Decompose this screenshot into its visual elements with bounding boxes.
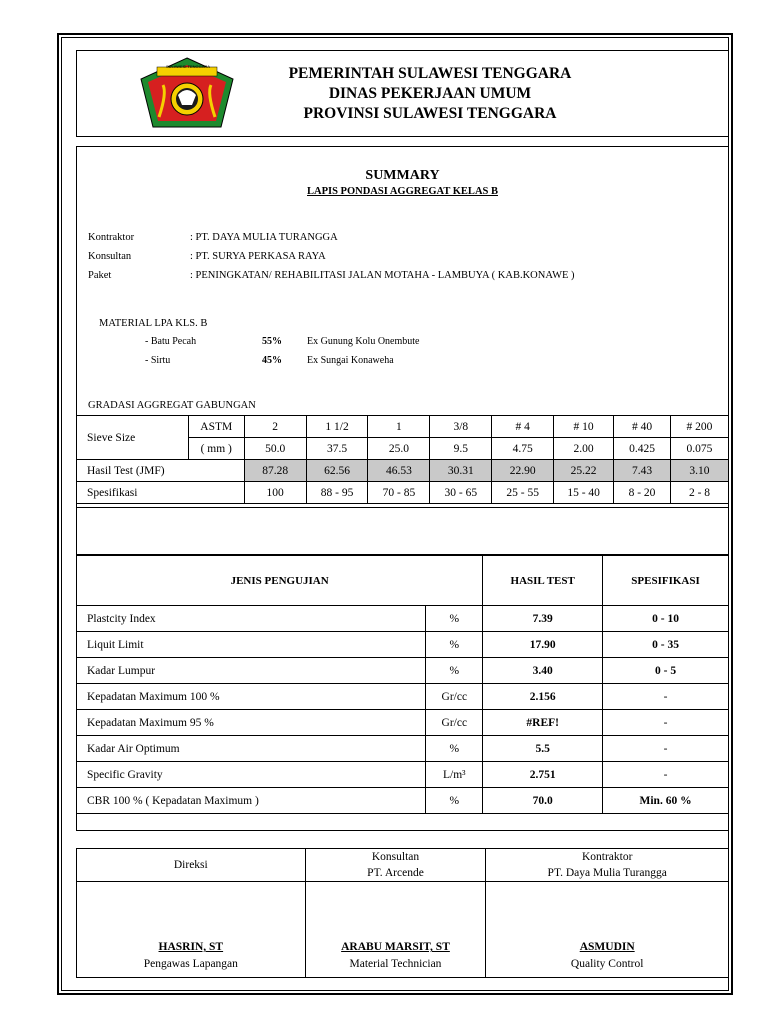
mm-cell: 4.75 [492,438,554,460]
test-spec: - [603,736,729,762]
spek-cell: 15 - 40 [554,482,614,504]
hasil-cell: 22.90 [492,460,554,482]
konsultan-role: Material Technician [349,958,442,970]
astm-cell: 3/8 [430,416,492,438]
test-unit: Gr/cc [426,684,483,710]
hasil-cell: 7.43 [614,460,671,482]
spek-cell: 88 - 95 [306,482,368,504]
hasil-cell: 25.22 [554,460,614,482]
test-name: Specific Gravity [77,762,426,788]
table-row [77,788,729,814]
direksi-name: HASRIN, ST [158,941,224,953]
test-name: Kadar Lumpur [77,658,426,684]
test-unit: Gr/cc [426,710,483,736]
test-result: 2.751 [483,762,603,788]
material-pct-2: 45% [262,355,282,366]
direksi-title: Direksi [173,859,208,871]
header-line-3: PROVINSI SULAWESI TENGGARA [303,105,557,122]
test-result: #REF! [483,710,603,736]
hasil-cell: 62.56 [306,460,368,482]
test-name: Kadar Air Optimum [77,736,426,762]
test-spec: 0 - 35 [603,632,729,658]
info-label-konsultan: Konsultan [88,251,132,262]
mm-cell: 0.075 [670,438,728,460]
gradasi-table [76,415,729,504]
spek-cell: 8 - 20 [614,482,671,504]
test-name: Kepadatan Maximum 100 % [77,684,426,710]
test-spec: 0 - 10 [603,606,729,632]
header-line-2: DINAS PEKERJAAN UMUM [328,85,532,102]
table-row [77,762,729,788]
direksi-sign-cell [77,882,306,978]
summary-title: SUMMARY [365,168,440,183]
konsultan-name: ARABU MARSIT, ST [341,941,450,953]
kontraktor-title: Kontraktor [581,851,633,863]
astm-cell: 2 [244,416,306,438]
header-jenis: JENIS PENGUJIAN [77,556,483,606]
tests-table [76,555,729,814]
test-unit: % [426,736,483,762]
table-row [77,416,729,438]
test-result: 7.39 [483,606,603,632]
konsultan-company: PT. Arcende [367,867,424,879]
material-name-2: - Sirtu [145,355,171,366]
test-spec: Min. 60 % [603,788,729,814]
test-result: 3.40 [483,658,603,684]
hasil-cell: 46.53 [368,460,430,482]
astm-cell: # 10 [554,416,614,438]
test-unit: % [426,606,483,632]
table-row [77,684,729,710]
material-source-1: Ex Gunung Kolu Onembute [307,336,420,347]
spacer-box [76,507,729,555]
material-name-1: - Batu Pecah [145,336,197,347]
astm-cell: # 40 [614,416,671,438]
material-title: MATERIAL LPA KLS. B [99,318,208,329]
info-value-paket: : PENINGKATAN/ REHABILITASI JALAN MOTAHA - LAMBUYA ( KAB.KONAWE ) [190,270,575,281]
table-row [77,882,729,978]
summary-subtitle: LAPIS PONDASI AGGREGAT KELAS B [307,186,498,197]
table-row [77,658,729,684]
astm-label: ASTM [188,416,244,438]
table-row [77,710,729,736]
spek-cell: 25 - 55 [492,482,554,504]
test-result: 17.90 [483,632,603,658]
spek-cell: 70 - 85 [368,482,430,504]
table-row [77,460,729,482]
test-unit: % [426,788,483,814]
mm-cell: 25.0 [368,438,430,460]
kontraktor-role: Quality Control [570,958,644,970]
konsultan-sign-cell [305,882,486,978]
test-result: 2.156 [483,684,603,710]
material-source-2: Ex Sungai Konaweha [307,355,394,366]
info-value-konsultan: : PT. SURYA PERKASA RAYA [190,251,326,262]
test-spec: - [603,684,729,710]
table-row [77,606,729,632]
direksi-role: Pengawas Lapangan [143,958,238,970]
mm-cell: 50.0 [244,438,306,460]
material-pct-1: 55% [262,336,282,347]
test-spec: - [603,762,729,788]
hasil-test-label: Hasil Test (JMF) [77,460,245,482]
table-row [77,736,729,762]
header-spek: SPESIFIKASI [603,556,729,606]
test-spec: - [603,710,729,736]
kontraktor-company: PT. Daya Mulia Turangga [547,867,667,879]
header-line-1: PEMERINTAH SULAWESI TENGGARA [288,65,572,82]
test-name: Plastcity Index [77,606,426,632]
gradasi-title: GRADASI AGGREGAT GABUNGAN [88,400,256,411]
logo-text: SULAWESI TENGGARA [165,64,210,69]
astm-cell: 1 1/2 [306,416,368,438]
test-unit: L/m³ [426,762,483,788]
mm-cell: 37.5 [306,438,368,460]
hasil-cell: 30.31 [430,460,492,482]
test-name: Liquit Limit [77,632,426,658]
spesifikasi-label: Spesifikasi [77,482,245,504]
spek-cell: 30 - 65 [430,482,492,504]
sieve-size-label: Sieve Size [77,416,189,460]
info-label-kontraktor: Kontraktor [88,232,135,243]
mm-cell: 2.00 [554,438,614,460]
hasil-cell: 3.10 [670,460,728,482]
kontraktor-sign-cell [486,882,729,978]
direksi-title-cell [77,849,306,882]
test-result: 5.5 [483,736,603,762]
konsultan-title: Konsultan [371,851,420,863]
spek-cell: 2 - 8 [670,482,728,504]
header-hasil: HASIL TEST [483,556,603,606]
test-unit: % [426,658,483,684]
test-unit: % [426,632,483,658]
test-name: Kepadatan Maximum 95 % [77,710,426,736]
mm-cell: 9.5 [430,438,492,460]
info-value-kontraktor: : PT. DAYA MULIA TURANGGA [190,232,338,243]
test-name: CBR 100 % ( Kepadatan Maximum ) [77,788,426,814]
test-spec: 0 - 5 [603,658,729,684]
mm-cell: 0.425 [614,438,671,460]
astm-cell: # 200 [670,416,728,438]
table-row [77,632,729,658]
signature-table [76,848,729,978]
test-result: 70.0 [483,788,603,814]
table-row [77,556,729,606]
mm-label: ( mm ) [188,438,244,460]
table-row [77,849,729,882]
hasil-cell: 87.28 [244,460,306,482]
table-row [77,482,729,504]
kontraktor-name: ASMUDIN [579,941,635,953]
astm-cell: # 4 [492,416,554,438]
konsultan-title-cell [305,849,486,882]
kontraktor-title-cell [486,849,729,882]
spek-cell: 100 [244,482,306,504]
astm-cell: 1 [368,416,430,438]
info-label-paket: Paket [88,270,112,281]
